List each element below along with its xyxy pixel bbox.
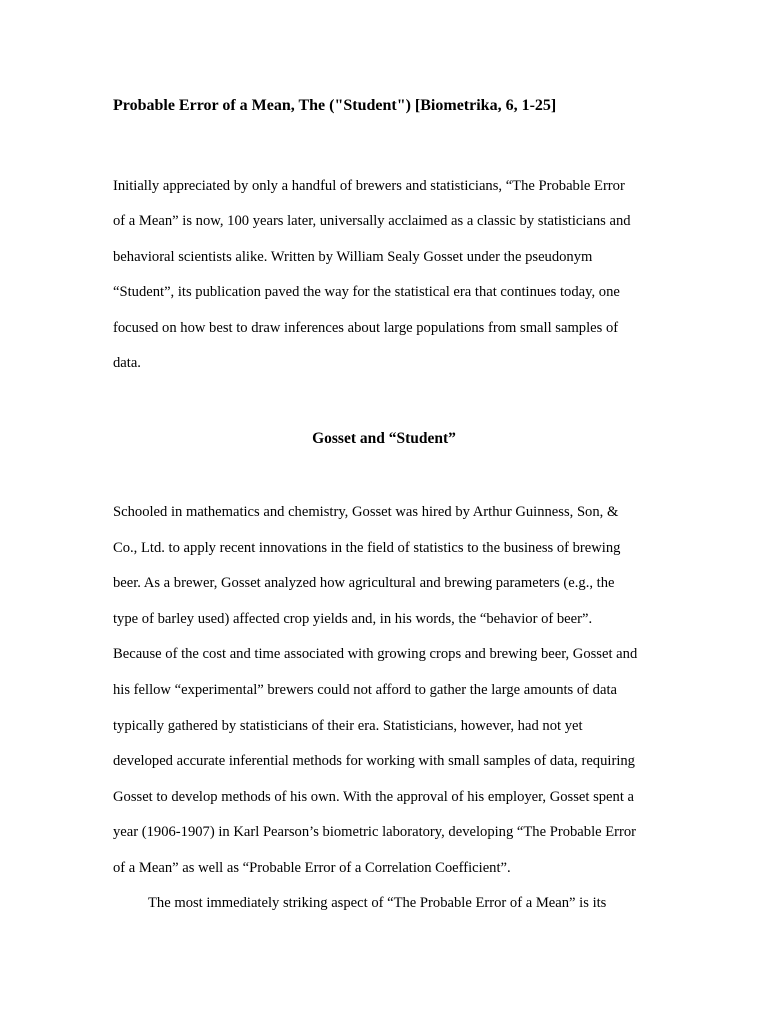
section-line: Co., Ltd. to apply recent innovations in the field of statistics to the business of brewing xyxy=(113,540,621,556)
document-title: Probable Error of a Mean, The ("Student") [Biometrika, 6, 1-25] xyxy=(113,97,557,114)
section-line: beer. As a brewer, Gosset analyzed how agricultural and brewing parameters (e.g., the xyxy=(113,575,615,591)
section-line: developed accurate inferential methods for working with small samples of data, requiring xyxy=(113,753,635,769)
section-line: of a Mean” as well as “Probable Error of a Correlation Coefficient”. xyxy=(113,860,511,876)
section-line: Because of the cost and time associated with growing crops and brewing beer, Gosset and xyxy=(113,646,638,662)
section-line: his fellow “experimental” brewers could not afford to gather the large amounts of data xyxy=(113,682,617,698)
intro-line: focused on how best to draw inferences about large populations from small samples of xyxy=(113,320,619,336)
section-heading: Gosset and “Student” xyxy=(312,430,456,447)
section-line: typically gathered by statisticians of their era. Statisticians, however, had not yet xyxy=(113,718,583,734)
section-line: Gosset to develop methods of his own. With the approval of his employer, Gosset spent a xyxy=(113,789,635,805)
section-line: year (1906-1907) in Karl Pearson’s biometric laboratory, developing “The Probable Error xyxy=(113,824,637,840)
intro-line: “Student”, its publication paved the way for the statistical era that continues today, one xyxy=(113,284,620,300)
intro-line: Initially appreciated by only a handful of brewers and statisticians, “The Probable Error xyxy=(113,178,625,194)
intro-line: data. xyxy=(113,355,141,371)
intro-line: of a Mean” is now, 100 years later, universally acclaimed as a classic by statisticians and xyxy=(113,213,631,229)
section-line: Schooled in mathematics and chemistry, Gosset was hired by Arthur Guinness, Son, & xyxy=(113,504,619,520)
intro-line: behavioral scientists alike. Written by William Sealy Gosset under the pseudonym xyxy=(113,249,593,265)
next-paragraph-line: The most immediately striking aspect of “The Probable Error of a Mean” is its xyxy=(148,895,607,911)
section-line: type of barley used) affected crop yields and, in his words, the “behavior of beer”. xyxy=(113,611,593,627)
